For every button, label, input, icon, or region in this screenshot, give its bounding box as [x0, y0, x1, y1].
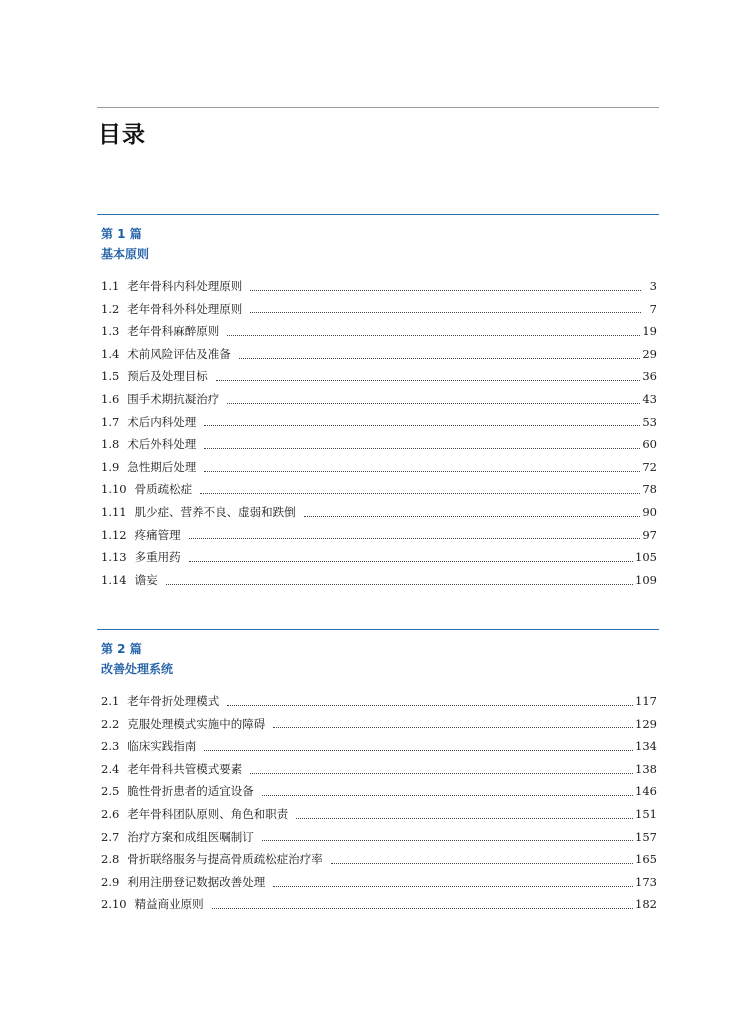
- entry-number: 2.8: [101, 852, 120, 867]
- toc-entry[interactable]: [101, 690, 657, 713]
- entry-title: 疼痛管理: [134, 527, 181, 542]
- toc-entry[interactable]: [101, 320, 657, 343]
- toc-entry[interactable]: [101, 848, 657, 871]
- entry-title: 老年骨科麻醉原则: [127, 324, 220, 339]
- toc-entry[interactable]: [101, 871, 657, 894]
- entry-title: 肌少症、营养不良、虚弱和跌倒: [134, 504, 296, 519]
- entry-number: 1.5: [101, 369, 120, 384]
- part-name: 改善处理系统: [101, 662, 174, 676]
- part-1-rule: [97, 214, 659, 215]
- entry-number: 1.2: [101, 301, 120, 316]
- entry-title: 精益商业原则: [134, 897, 204, 912]
- toc-entry[interactable]: [101, 275, 657, 298]
- entry-title: 谵妄: [134, 572, 158, 587]
- dot-leader: [227, 323, 640, 336]
- entry-number: 1.11: [101, 504, 127, 519]
- entry-page: 173: [635, 874, 657, 889]
- entry-title: 克服处理模式实施中的障碍: [127, 716, 266, 731]
- entry-page: 182: [635, 897, 657, 912]
- entry-page: 7: [649, 301, 657, 316]
- entry-number: 2.4: [101, 761, 120, 776]
- entry-number: 1.12: [101, 527, 127, 542]
- entry-number: 1.9: [101, 459, 120, 474]
- entry-number: 1.3: [101, 324, 120, 339]
- toc-entry[interactable]: [101, 501, 657, 524]
- entry-page: 157: [635, 829, 657, 844]
- dot-leader: [189, 549, 633, 562]
- entry-title: 老年骨科团队原则、角色和职责: [127, 806, 289, 821]
- entry-title: 利用注册登记数据改善处理: [127, 874, 266, 889]
- dot-leader: [227, 693, 633, 706]
- entry-number: 2.2: [101, 716, 120, 731]
- entry-page: 3: [649, 279, 657, 293]
- entry-page: 117: [635, 694, 657, 708]
- entry-number: 1.6: [101, 391, 120, 406]
- dot-leader: [273, 715, 633, 728]
- entry-title: 术前风险评估及准备: [127, 346, 231, 361]
- top-rule: [97, 107, 659, 108]
- part-2-rule: [97, 629, 659, 630]
- dot-leader: [166, 572, 633, 585]
- dot-leader: [239, 346, 641, 359]
- page-title: 目录: [98, 122, 146, 148]
- entry-page: 53: [642, 414, 657, 429]
- toc-entry[interactable]: [101, 298, 657, 321]
- entry-title: 急性期后处理: [127, 459, 197, 474]
- entry-title: 脆性骨折患者的适宜设备: [127, 784, 254, 799]
- entry-page: 109: [635, 572, 657, 587]
- dot-leader: [204, 413, 640, 426]
- part-1-heading: [101, 224, 149, 264]
- entry-title: 老年骨科内科处理原则: [127, 279, 243, 293]
- entry-number: 2.6: [101, 806, 120, 821]
- entry-number: 1.7: [101, 414, 120, 429]
- entry-number: 2.10: [101, 897, 127, 912]
- dot-leader: [227, 391, 640, 404]
- dot-leader: [250, 300, 641, 313]
- toc-entry[interactable]: [101, 569, 657, 592]
- toc-entry[interactable]: [101, 456, 657, 479]
- entry-page: 165: [635, 852, 657, 867]
- toc-entry[interactable]: [101, 343, 657, 366]
- toc-entry[interactable]: [101, 713, 657, 736]
- entry-title: 围手术期抗凝治疗: [127, 391, 220, 406]
- dot-leader: [262, 828, 633, 841]
- entry-page: 138: [635, 761, 657, 776]
- dot-leader: [304, 504, 641, 517]
- toc-entry[interactable]: [101, 803, 657, 826]
- entry-number: 2.9: [101, 874, 120, 889]
- entry-number: 1.13: [101, 550, 127, 565]
- dot-leader: [250, 761, 633, 774]
- toc-entry[interactable]: [101, 546, 657, 569]
- part-2-heading: [101, 639, 173, 679]
- dot-leader: [273, 874, 633, 887]
- entry-page: 151: [635, 806, 657, 821]
- dot-leader: [204, 738, 633, 751]
- dot-leader: [216, 368, 641, 381]
- toc-entry[interactable]: [101, 826, 657, 849]
- part-2-toc: [101, 690, 657, 916]
- dot-leader: [204, 459, 640, 472]
- entry-title: 术后内科处理: [127, 414, 197, 429]
- dot-leader: [296, 806, 633, 819]
- dot-leader: [200, 481, 640, 494]
- entry-page: 78: [642, 482, 657, 497]
- entry-title: 老年骨科共管模式要素: [127, 761, 243, 776]
- entry-page: 29: [642, 346, 657, 361]
- entry-page: 36: [642, 369, 657, 384]
- entry-number: 1.14: [101, 572, 127, 587]
- entry-title: 老年骨科外科处理原则: [127, 301, 243, 316]
- toc-entry[interactable]: [101, 388, 657, 411]
- dot-leader: [250, 278, 641, 291]
- entry-page: 60: [642, 437, 657, 452]
- entry-number: 1.10: [101, 482, 127, 497]
- part-number: 第 2 篇: [101, 642, 142, 656]
- entry-page: 90: [642, 504, 657, 519]
- entry-page: 146: [635, 784, 657, 799]
- dot-leader: [189, 526, 641, 539]
- part-name: 基本原则: [101, 247, 150, 261]
- toc-entry[interactable]: [101, 433, 657, 456]
- toc-entry[interactable]: [101, 780, 657, 803]
- part-1-toc: [101, 275, 657, 591]
- entry-page: 105: [635, 550, 657, 565]
- entry-page: 43: [642, 391, 657, 406]
- entry-title: 术后外科处理: [127, 437, 197, 452]
- entry-number: 2.7: [101, 829, 120, 844]
- entry-title: 多重用药: [134, 550, 181, 565]
- entry-number: 2.5: [101, 784, 120, 799]
- toc-entry[interactable]: [101, 478, 657, 501]
- entry-number: 1.4: [101, 346, 120, 361]
- entry-page: 19: [642, 324, 657, 339]
- entry-title: 治疗方案和成组医嘱制订: [127, 829, 254, 844]
- dot-leader: [212, 896, 633, 909]
- entry-number: 1.8: [101, 437, 120, 452]
- part-number: 第 1 篇: [101, 227, 142, 241]
- dot-leader: [204, 436, 640, 449]
- entry-number: 2.1: [101, 694, 120, 708]
- entry-page: 97: [642, 527, 657, 542]
- entry-title: 老年骨折处理模式: [127, 694, 220, 708]
- toc-entry[interactable]: [101, 758, 657, 781]
- entry-title: 临床实践指南: [127, 739, 197, 754]
- entry-page: 129: [635, 716, 657, 731]
- entry-title: 预后及处理目标: [127, 369, 208, 384]
- entry-number: 1.1: [101, 279, 120, 293]
- entry-number: 2.3: [101, 739, 120, 754]
- entry-page: 134: [635, 739, 657, 754]
- toc-entry[interactable]: [101, 735, 657, 758]
- entry-title: 骨折联络服务与提高骨质疏松症治疗率: [127, 852, 323, 867]
- entry-page: 72: [642, 459, 657, 474]
- dot-leader: [262, 783, 633, 796]
- toc-entry[interactable]: [101, 365, 657, 388]
- toc-entry[interactable]: [101, 524, 657, 547]
- entry-title: 骨质疏松症: [134, 482, 193, 497]
- toc-entry[interactable]: [101, 411, 657, 434]
- dot-leader: [331, 851, 633, 864]
- toc-entry[interactable]: [101, 893, 657, 916]
